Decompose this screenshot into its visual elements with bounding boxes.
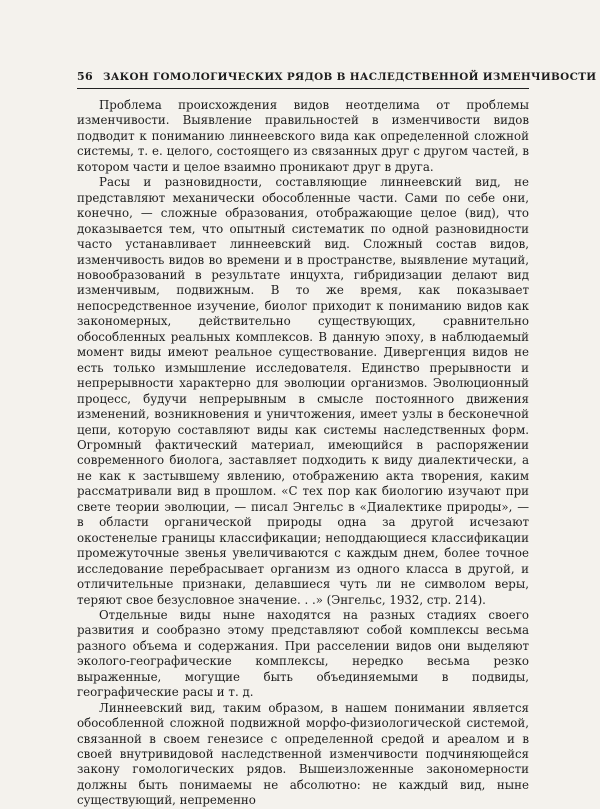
paragraph: Отдельные виды ныне находятся на разных стадиях своего развития и сообразно этому представляют собой комплексы весьма разного объема и содержания. При расселении видов они выделяют эколого-географические комплексы, нередко весьма резко выраженные, могущие быть объединяемыми в подвиды, географические расы и т. д. <box>77 607 529 700</box>
paragraph: Расы и разновидности, составляющие линнеевский вид, не представляют механически обособленные части. Сами по себе они, конечно, — сложные образования, отображающие целое (вид), что доказывается тем, что опытный систематик по одной разновидности часто устанавливает линнеевский вид. Сложный состав видов, изменчивость видов во времени и в пространстве, выявление мутаций, новообразований в результате инцухта, гибридизации делают вид изменчивым, подвижным. В то же время, как показывает непосредственное изучение, биолог приходит к пониманию видов как закономерных, действительно существующих, сравнительно обособленных реальных комплексов. В данную эпоху, в наблюдаемый момент виды имеют реальное существование. Дивергенция видов не есть только измышление исследователя. Единство прерывности и непрерывности характерно для эволюции организмов. Эволюционный процесс, будучи непрерывным в смысле постоянного движения изменений, возникновения и уничтожения, имеет узлы в бесконечной цепи, которую составляют виды как системы наследственных форм. Огромный фактический материал, имеющийся в распоряжении современного биолога, заставляет подходить к виду диалектически, а не как к застывшему явлению, отображению акта творения, каким рассматривали вид в прошлом. «С тех пор как биологию изучают при свете теории эволюции, — писал Энгельс в «Диалектике природы», — в области органической природы одна за другой исчезают окостенелые границы классификации; неподдающиеся классификации промежуточные звенья увеличиваются с каждым днем, более точное исследование перебрасывает организм из одного класса в другой, и отличительные признаки, делавшиеся чуть ли не символом веры, теряют свое безусловное значение. . .» (Энгельс, 1932, стр. 214). <box>77 175 529 607</box>
running-header <box>77 70 597 83</box>
paragraph: Линнеевский вид, таким образом, в нашем понимании является обособленной сложной подвижной морфо-физиологической системой, связанной в своем генезисе с определенной средой и ареалом и в своей внутривидовой наследственной изменчивости подчиняющейся закону гомологических рядов. Вышеизложенные закономерности должны быть понимаемы не абсолютно: не каждый вид, ныне существующий, непременно <box>77 700 529 808</box>
body-text <box>77 98 529 809</box>
page-number: 56 <box>77 70 94 83</box>
header-rule <box>77 88 529 89</box>
paragraph: Проблема происхождения видов неотделима от проблемы изменчивости. Выявление правильностей в изменчивости видов подводит к пониманию линнеевского вида как определенной сложной системы, т. е. целого, состоящего из связанных друг с другом частей, в котором части и целое взаимно проникают друг в друга. <box>77 98 529 174</box>
running-title: ЗАКОН ГОМОЛОГИЧЕСКИХ РЯДОВ В НАСЛЕДСТВЕННОЙ ИЗМЕНЧИВОСТИ <box>103 71 597 83</box>
